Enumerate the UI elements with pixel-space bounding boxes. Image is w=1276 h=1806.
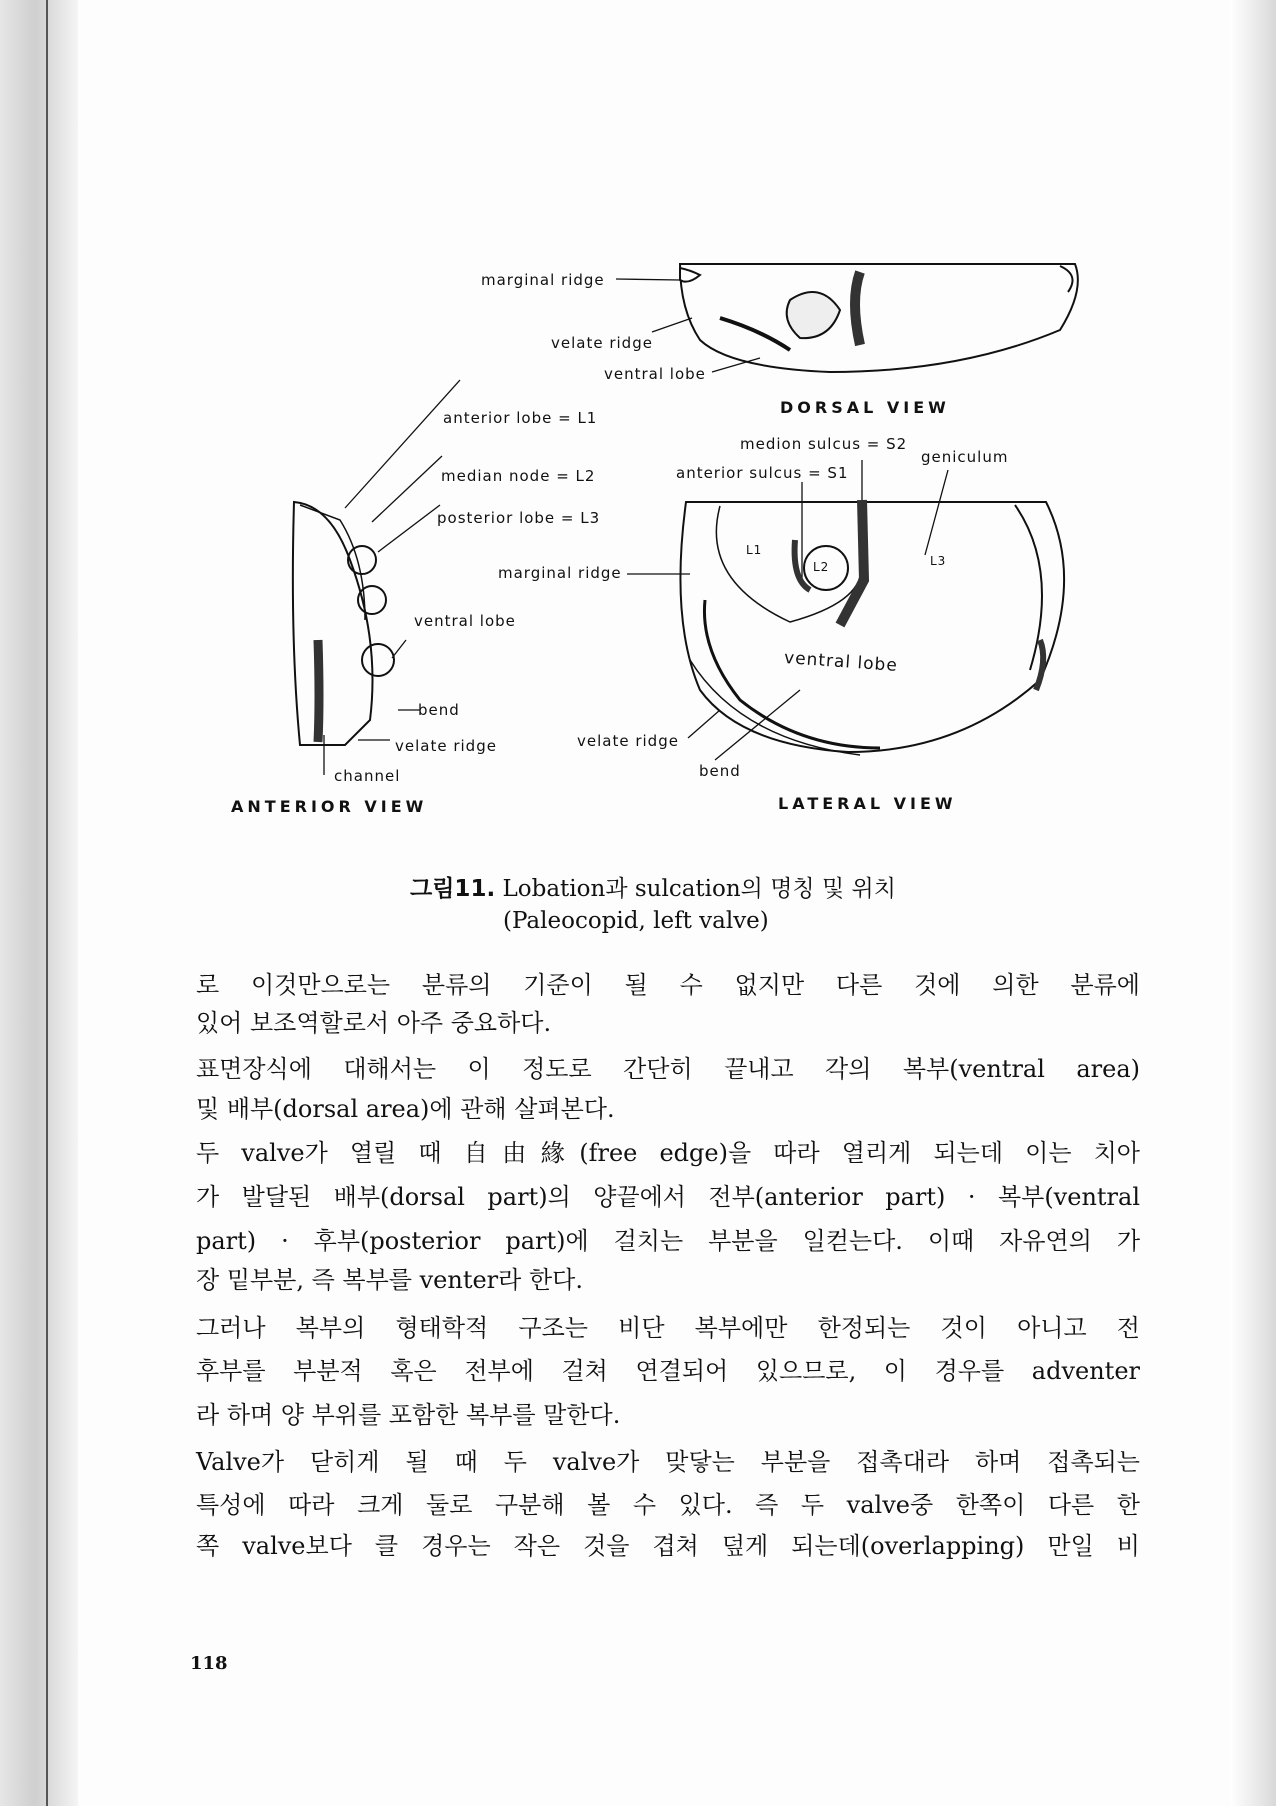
dorsal-view-title: DORSAL VIEW (780, 398, 950, 417)
label-ventral-lobe-lateral: ventral lobe (783, 648, 899, 676)
label-median-node: median node = L2 (441, 467, 596, 485)
body-line: 로 이것만으로는 분류의 기준이 될 수 없지만 다른 것에 의한 분류에 (196, 971, 1140, 999)
label-velate-ridge-dorsal: velate ridge (551, 334, 653, 352)
label-median-sulcus: medion sulcus = S2 (740, 435, 908, 453)
label-ventral-lobe-anterior: ventral lobe (414, 612, 516, 630)
figure-caption (410, 870, 896, 903)
label-ventral-lobe-dorsal: ventral lobe (604, 365, 706, 383)
figure-subtitle: (Paleocopid, left valve) (503, 908, 769, 934)
body-line: Valve가 닫히게 될 때 두 valve가 맞닿는 부분을 접촉대라 하며 접촉되는 (196, 1448, 1140, 1476)
body-line: 표면장식에 대해서는 이 정도로 간단히 끝내고 각의 복부(ventral area) (196, 1055, 1140, 1083)
figure-title: Lobation과 sulcation의 명칭 및 위치 (502, 876, 896, 902)
ostracod-diagram (0, 0, 1276, 830)
body-line: 그러나 복부의 형태학적 구조는 비단 복부에만 한정되는 것이 아니고 전 (196, 1314, 1140, 1342)
body-line: 있어 보조역할로서 아주 중요하다. (196, 1009, 552, 1037)
body-line: part) · 후부(posterior part)에 걸치는 부분을 일컫는다. 이때 자유연의 가 (196, 1227, 1140, 1255)
body-line: 가 발달된 배부(dorsal part)의 양끝에서 전부(anterior part) · 복부(ventral (196, 1183, 1140, 1211)
label-anterior-sulcus: anterior sulcus = S1 (676, 464, 849, 482)
label-posterior-lobe: posterior lobe = L3 (437, 509, 601, 527)
anterior-view-title: ANTERIOR VIEW (231, 797, 428, 816)
label-l3: L3 (930, 554, 947, 568)
label-geniculum: geniculum (921, 448, 1009, 466)
body-line: 장 밑부분, 즉 복부를 venter라 한다. (196, 1266, 583, 1294)
body-line: 특성에 따라 크게 둘로 구분해 볼 수 있다. 즉 두 valve중 한쪽이 다른 한 (196, 1491, 1140, 1519)
body-line: 및 배부(dorsal area)에 관해 살펴본다. (196, 1095, 615, 1123)
anterior-view-drawing (293, 502, 394, 745)
label-marginal-ridge-lateral: marginal ridge (498, 564, 622, 582)
label-l2: L2 (813, 560, 830, 574)
dorsal-view-drawing (680, 264, 1078, 372)
figure-number: 그림11. (410, 876, 496, 902)
label-bend-lateral: bend (699, 762, 741, 780)
body-line: 후부를 부분적 혹은 전부에 걸쳐 연결되어 있으므로, 이 경우를 adventer (196, 1357, 1140, 1385)
figure-11 (0, 0, 1276, 830)
label-bend-anterior: bend (418, 701, 460, 719)
label-anterior-lobe: anterior lobe = L1 (443, 409, 598, 427)
label-channel: channel (334, 767, 401, 785)
body-line: 라 하며 양 부위를 포함한 복부를 말한다. (196, 1401, 621, 1429)
lateral-view-drawing (680, 500, 1064, 755)
lateral-view-title: LATERAL VIEW (778, 794, 957, 813)
label-velate-ridge-lateral: velate ridge (577, 732, 679, 750)
body-line: 두 valve가 열릴 때 自由緣(free edge)을 따라 열리게 되는데 이는 치아 (196, 1139, 1140, 1167)
page-number: 118 (190, 1653, 228, 1674)
label-marginal-ridge-dorsal: marginal ridge (481, 271, 605, 289)
label-velate-ridge-anterior: velate ridge (395, 737, 497, 755)
body-line: 쪽 valve보다 클 경우는 작은 것을 겹쳐 덮게 되는데(overlapping) 만일 비 (196, 1532, 1140, 1560)
label-l1: L1 (746, 543, 763, 557)
